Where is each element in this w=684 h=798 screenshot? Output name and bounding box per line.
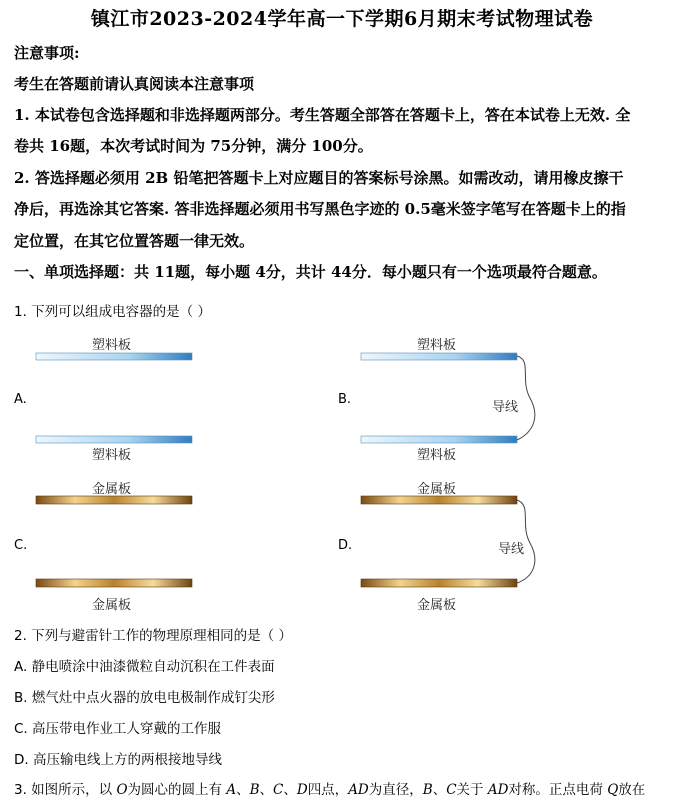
option-a-bottom-plate [36, 436, 192, 443]
option-a-letter: A. [14, 392, 27, 407]
option-a-top-plate [36, 353, 192, 360]
question-3-stem: 3. 如图所示，以 O为圆心的圆上有 A、B、C、D四点，AD为直径，B、C关于 AD对称。正点电荷 Q放在 [14, 782, 646, 798]
option-b-wire-label: 导线 [492, 400, 519, 415]
notice-intro: 考生在答题前请认真阅读本注意事项 [14, 75, 255, 93]
option-d-bottom-label: 金属板 [417, 598, 457, 613]
option-b-bottom-label: 塑料板 [417, 448, 457, 463]
page-title: 镇江市2023-2024学年高一下学期6月期末考试物理试卷 [90, 8, 594, 30]
option-d-bottom-plate [361, 579, 517, 587]
option-d-top-label: 金属板 [417, 482, 457, 497]
notice-heading: 注意事项: [14, 44, 80, 62]
option-a-bottom-label: 塑料板 [92, 448, 132, 463]
question-2-option-d: D. 高压输电线上方的两根接地导线 [14, 752, 222, 768]
question-2-option-c: C. 高压带电作业工人穿戴的工作服 [14, 721, 222, 737]
option-d-wire-label: 导线 [498, 542, 525, 557]
option-c-bottom-plate [36, 579, 192, 587]
option-c-top-label: 金属板 [92, 482, 132, 497]
option-b-wire [517, 356, 535, 440]
section-heading: 一、单项选择题：共 11题，每小题 4分，共计 44分．每小题只有一个选项最符合题意。 [14, 263, 607, 281]
option-d-top-plate [361, 496, 517, 504]
option-d-letter: D. [338, 538, 353, 553]
question-1-stem: 1. 下列可以组成电容器的是（ ） [14, 304, 211, 320]
notice-item2-line3: 定位置，在其它位置答题一律无效。 [14, 232, 255, 250]
option-c-top-plate [36, 496, 192, 504]
option-c-letter: C. [14, 538, 28, 553]
option-b-bottom-plate [361, 436, 517, 443]
question-2-option-b: B. 燃气灶中点火器的放电电极制作成钉尖形 [14, 690, 275, 706]
notice-item1-line1: 1. 本试卷包含选择题和非选择题两部分。考生答题全部答在答题卡上，答在本试卷上无效. 全 [14, 106, 631, 124]
option-b-letter: B. [338, 392, 352, 407]
option-c-bottom-label: 金属板 [92, 598, 132, 613]
option-b-top-plate [361, 353, 517, 360]
notice-item2-line2: 净后，再选涂其它答案. 答非选择题必须用书写黑色字迹的 0.5毫米签字笔写在答题卡上的指 [14, 200, 626, 218]
question-2-stem: 2. 下列与避雷针工作的物理原理相同的是（ ） [14, 628, 292, 644]
question-2-option-a: A. 静电喷涂中油漆微粒自动沉积在工件表面 [14, 659, 275, 675]
option-a-top-label: 塑料板 [92, 338, 132, 353]
option-b-top-label: 塑料板 [417, 338, 457, 353]
notice-item2-line1: 2. 答选择题必须用 2B 铅笔把答题卡上对应题目的答案标号涂黑。如需改动，请用橡皮擦干 [14, 169, 624, 187]
notice-item1-line2: 卷共 16题，本次考试时间为 75分钟，满分 100分。 [14, 137, 373, 155]
